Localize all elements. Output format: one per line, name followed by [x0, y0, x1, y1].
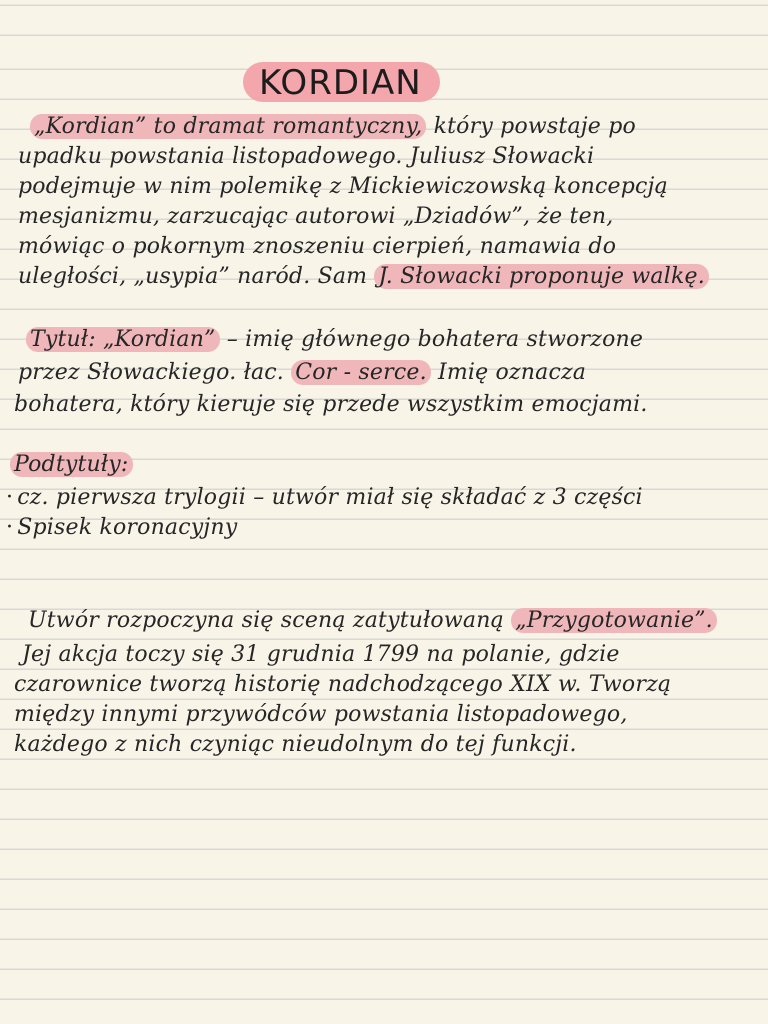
p1-line-2: upadku powstania listopadowego. Juliusz Słowacki [18, 144, 595, 169]
p4-line-2: Jej akcja toczy się 31 grudnia 1799 na polanie, gdzie [22, 642, 620, 667]
p1-line-1 [30, 112, 636, 142]
p4-line-1 [28, 606, 717, 636]
page-title: KORDIAN [243, 62, 440, 102]
bullet-icon: · [6, 485, 14, 510]
p2-line-2-end: Imię oznacza [430, 360, 587, 385]
p2-line-2-text: przez Słowackiego. łac. [18, 360, 292, 385]
subtitle-item-1 [6, 483, 643, 513]
p4-line-4: między innymi przywódców powstania listopadowego, [14, 702, 628, 727]
p1-line-5: mówiąc o pokornym znoszeniu cierpień, namawia do [18, 234, 617, 259]
p4-line-3: czarownice tworzą historię nadchodzącego XIX w. Tworzą [14, 672, 672, 697]
p2-line-3: bohatera, który kieruje się przede wszystkim emocjami. [14, 392, 648, 417]
p2-line-1-text: – imię głównego bohatera stworzone [219, 327, 644, 352]
p1-highlight-2: J. Słowacki proponuje walkę. [374, 264, 708, 289]
p1-line-1-text: który powstaje po [426, 114, 636, 139]
p2-line-1 [26, 325, 643, 355]
subtitle-item-1-text: cz. pierwsza trylogii – utwór miał się składać z 3 części [17, 485, 643, 510]
p1-line-4: mesjanizmu, zarzucając autorowi „Dziadów”, że ten, [18, 204, 614, 229]
p1-highlight-1: „Kordian” to dramat romantyczny, [30, 114, 426, 139]
p2-highlight-1: Tytuł: „Kordian” [26, 327, 220, 352]
p1-line-6 [18, 262, 709, 292]
p4-highlight-1: „Przygotowanie”. [511, 608, 717, 633]
subtitle-item-2-text: Spisek koronacyjny [17, 515, 238, 540]
p2-highlight-2: Cor - serce. [291, 360, 431, 385]
bullet-icon: · [6, 515, 14, 540]
p4-line-1-text: Utwór rozpoczyna się sceną zatytułowaną [28, 608, 512, 633]
p1-line-6-text: uległości, „usypia” naród. Sam [18, 264, 375, 289]
subtitle-item-2 [6, 513, 237, 543]
subtitles-heading: Podtytuły: [10, 452, 133, 477]
subtitles-heading-line [10, 450, 133, 480]
p2-line-2 [18, 358, 586, 388]
title-wrap [243, 62, 440, 102]
p4-line-5: każdego z nich czyniąc nieudolnym do tej funkcji. [14, 732, 577, 757]
p1-line-3: podejmuje w nim polemikę z Mickiewiczowską koncepcją [18, 174, 668, 199]
